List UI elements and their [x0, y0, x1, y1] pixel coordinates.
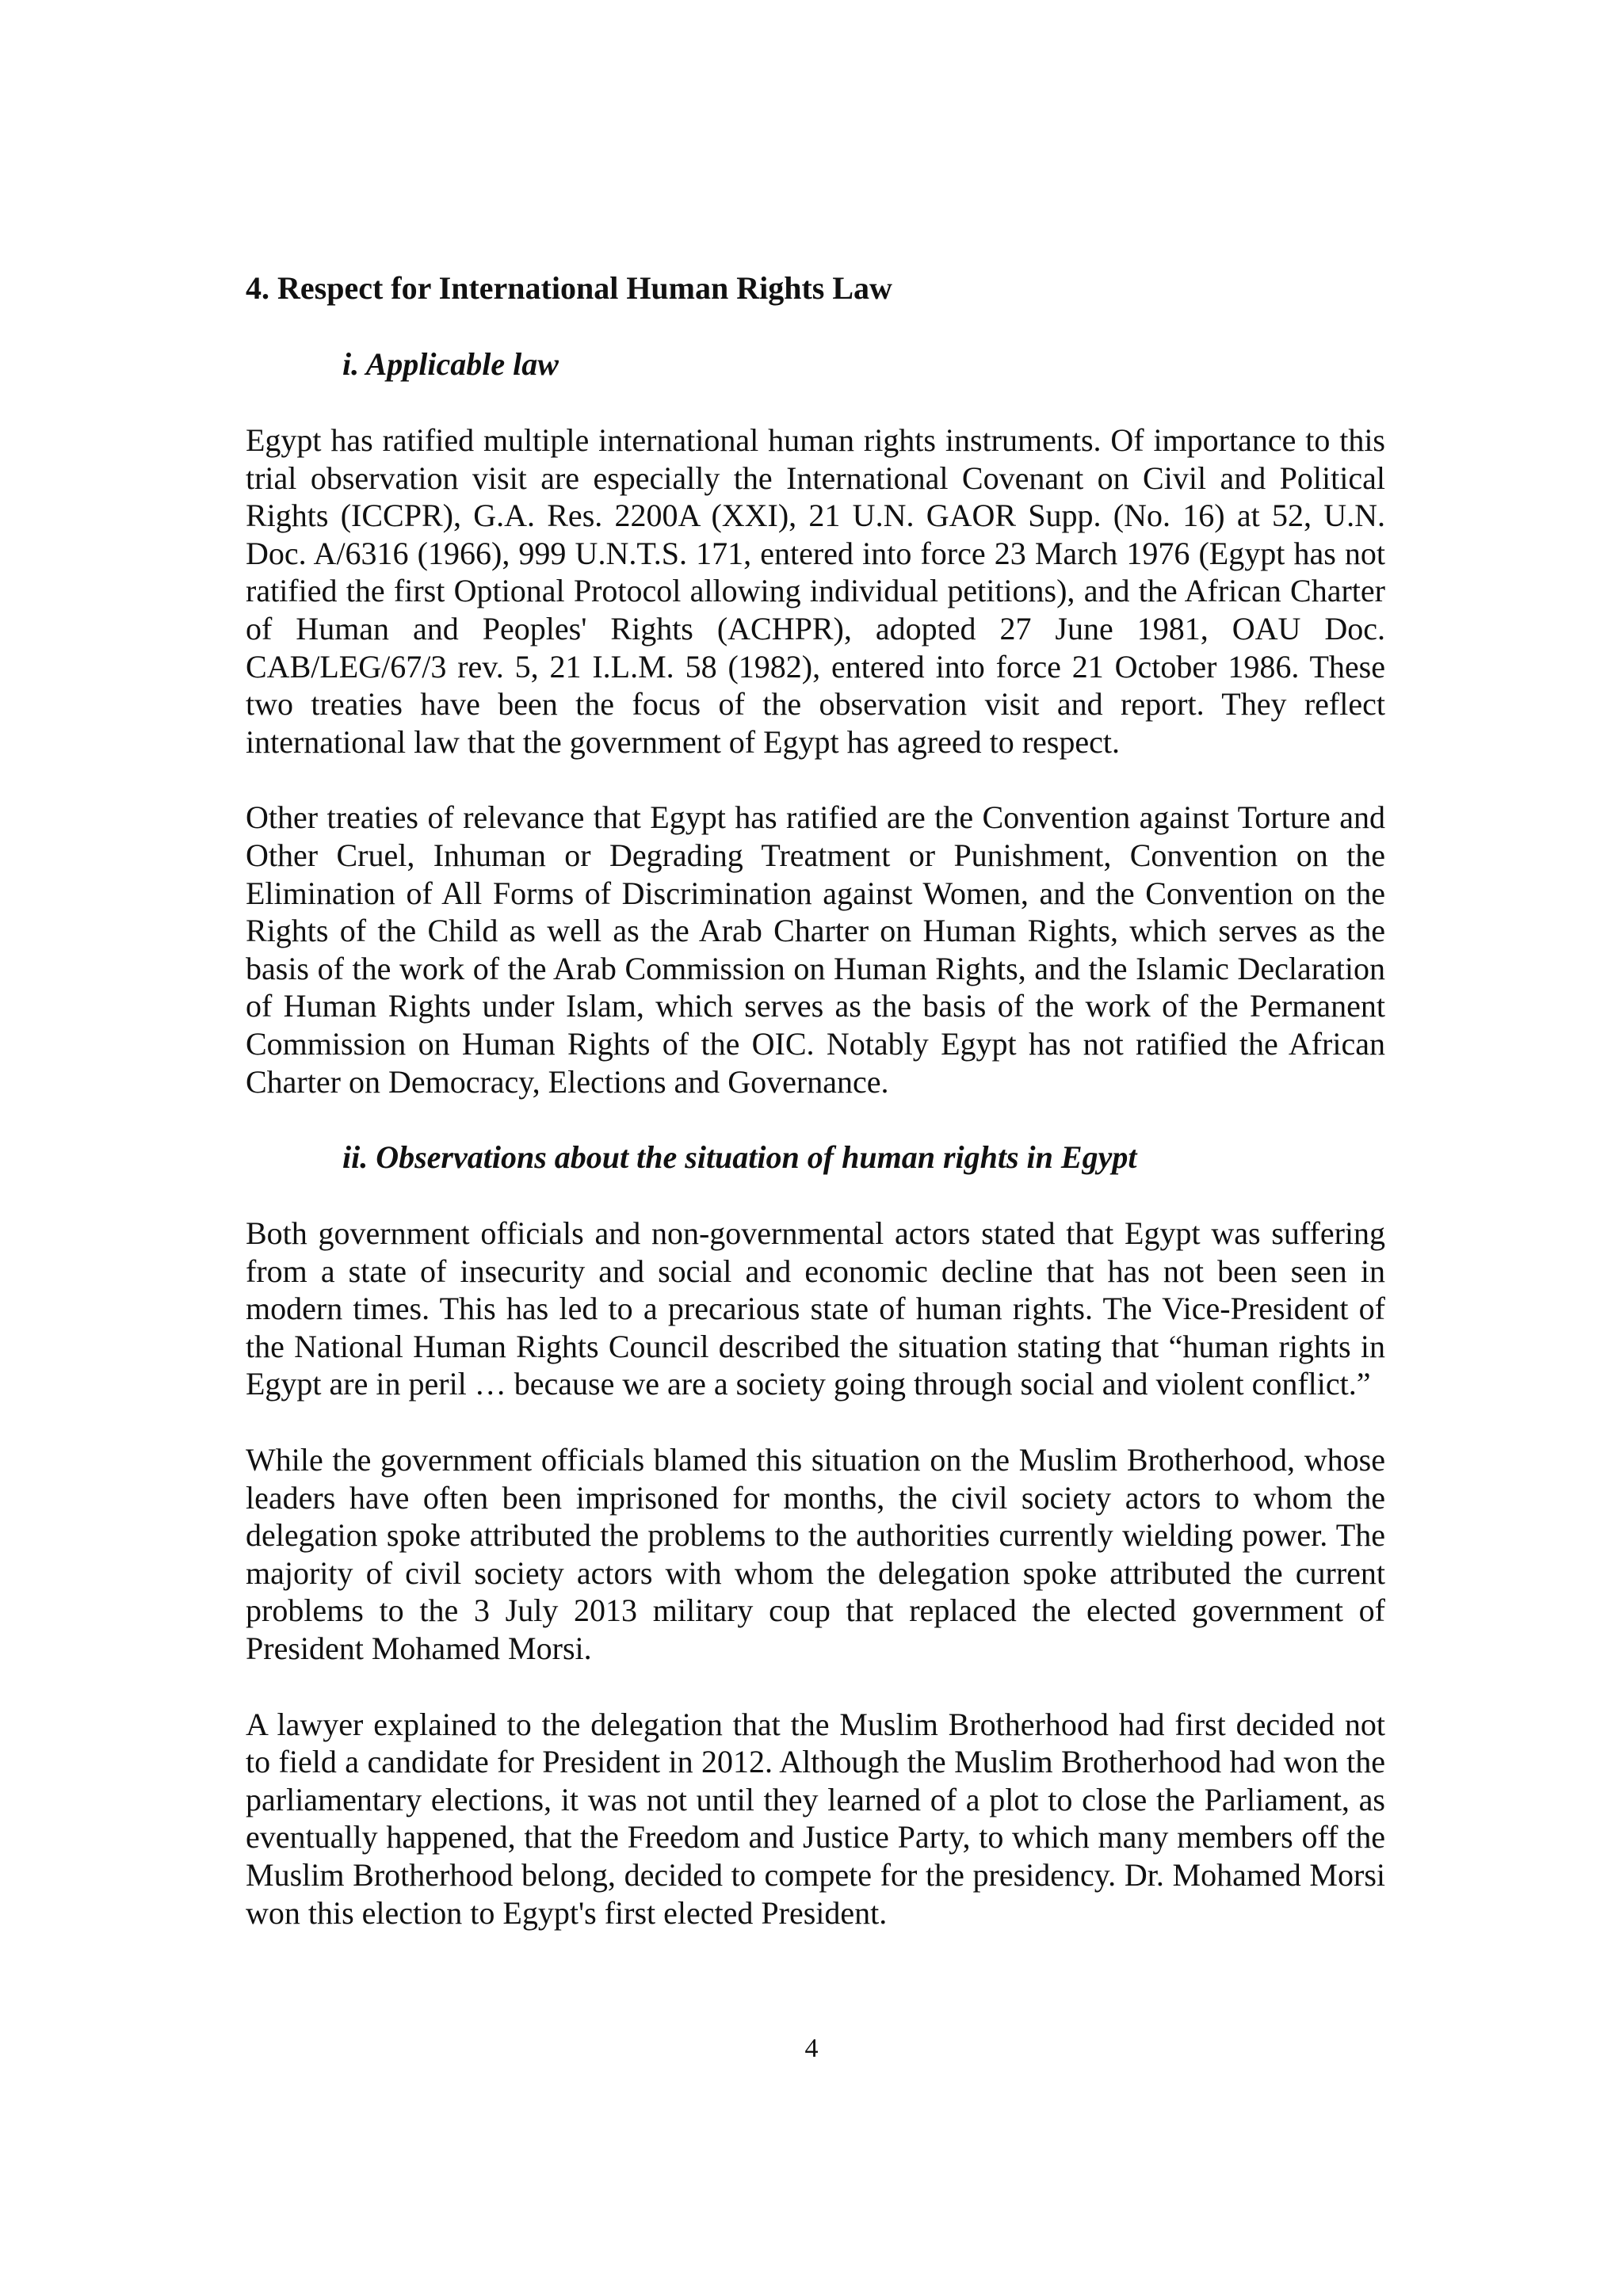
paragraph-applicable-law-1: Egypt has ratified multiple international human rights instruments. Of importance to this trial observation visit are especially the International Covenant on Civil and Political Rights (ICCPR), G.A. Res. 2200A (XXI), 21 U.N. GAOR Supp. (No. 16) at 52, U.N. Doc. A/6316 (1966), 999 U.N.T.S. 171, entered into force 23 March 1976 (Egypt has not ratified the first Optional Protocol allowing individual petitions), and the African Charter of Human and Peoples' Rights (ACHPR), adopted 27 June 1981, OAU Doc. CAB/LEG/67/3 rev. 5, 21 I.L.M. 58 (1982), entered into force 21 October 1986. These two treaties have been the focus of the observation visit and report. They reflect international law that the government of Egypt has agreed to respect.	[246, 422, 1385, 760]
paragraph-observations-1: Both government officials and non-governmental actors stated that Egypt was suffering from a state of insecurity and social and economic decline that has not been seen in modern times. This has led to a precarious state of human rights. The Vice-President of the National Human Rights Council described the situation stating that “human rights in Egypt are in peril … because we are a society going through social and violent conflict.”	[246, 1215, 1385, 1402]
section-heading: 4. Respect for International Human Rights Law	[246, 270, 892, 306]
paragraph-observations-3: A lawyer explained to the delegation that the Muslim Brotherhood had first decided not to field a candidate for President in 2012. Although the Muslim Brotherhood had won the parliamentary elections, it was not until they learned of a plot to close the Parliament, as eventually happened, that the Freedom and Justice Party, to which many members off the Muslim Brotherhood belong, decided to compete for the presidency. Dr. Mohamed Morsi won this election to Egypt's first elected President.	[246, 1706, 1385, 1931]
paragraph-observations-2: While the government officials blamed this situation on the Muslim Brotherhood, whose leaders have often been imprisoned for months, the civil society actors to whom the delegation spoke attributed the problems to the authorities currently wielding power. The majority of civil society actors with whom the delegation spoke attributed the current problems to the 3 July 2013 military coup that replaced the elected government of President Mohamed Morsi.	[246, 1442, 1385, 1667]
page-number: 4	[804, 2034, 819, 2063]
subsection-heading-observations: ii. Observations about the situation of human rights in Egypt	[342, 1139, 1137, 1176]
document-page	[246, 269, 1385, 1970]
subsection-heading-applicable-law: i. Applicable law	[342, 346, 559, 382]
paragraph-applicable-law-2: Other treaties of relevance that Egypt has ratified are the Convention against Torture and Other Cruel, Inhuman or Degrading Treatment or Punishment, Convention on the Elimination of All Forms of Discrimination against Women, and the Convention on the Rights of the Child as well as the Arab Charter on Human Rights, which serves as the basis of the work of the Arab Commission on Human Rights, and the Islamic Declaration of Human Rights under Islam, which serves as the basis of the work of the Permanent Commission on Human Rights of the OIC. Notably Egypt has not ratified the African Charter on Democracy, Elections and Governance.	[246, 799, 1385, 1100]
